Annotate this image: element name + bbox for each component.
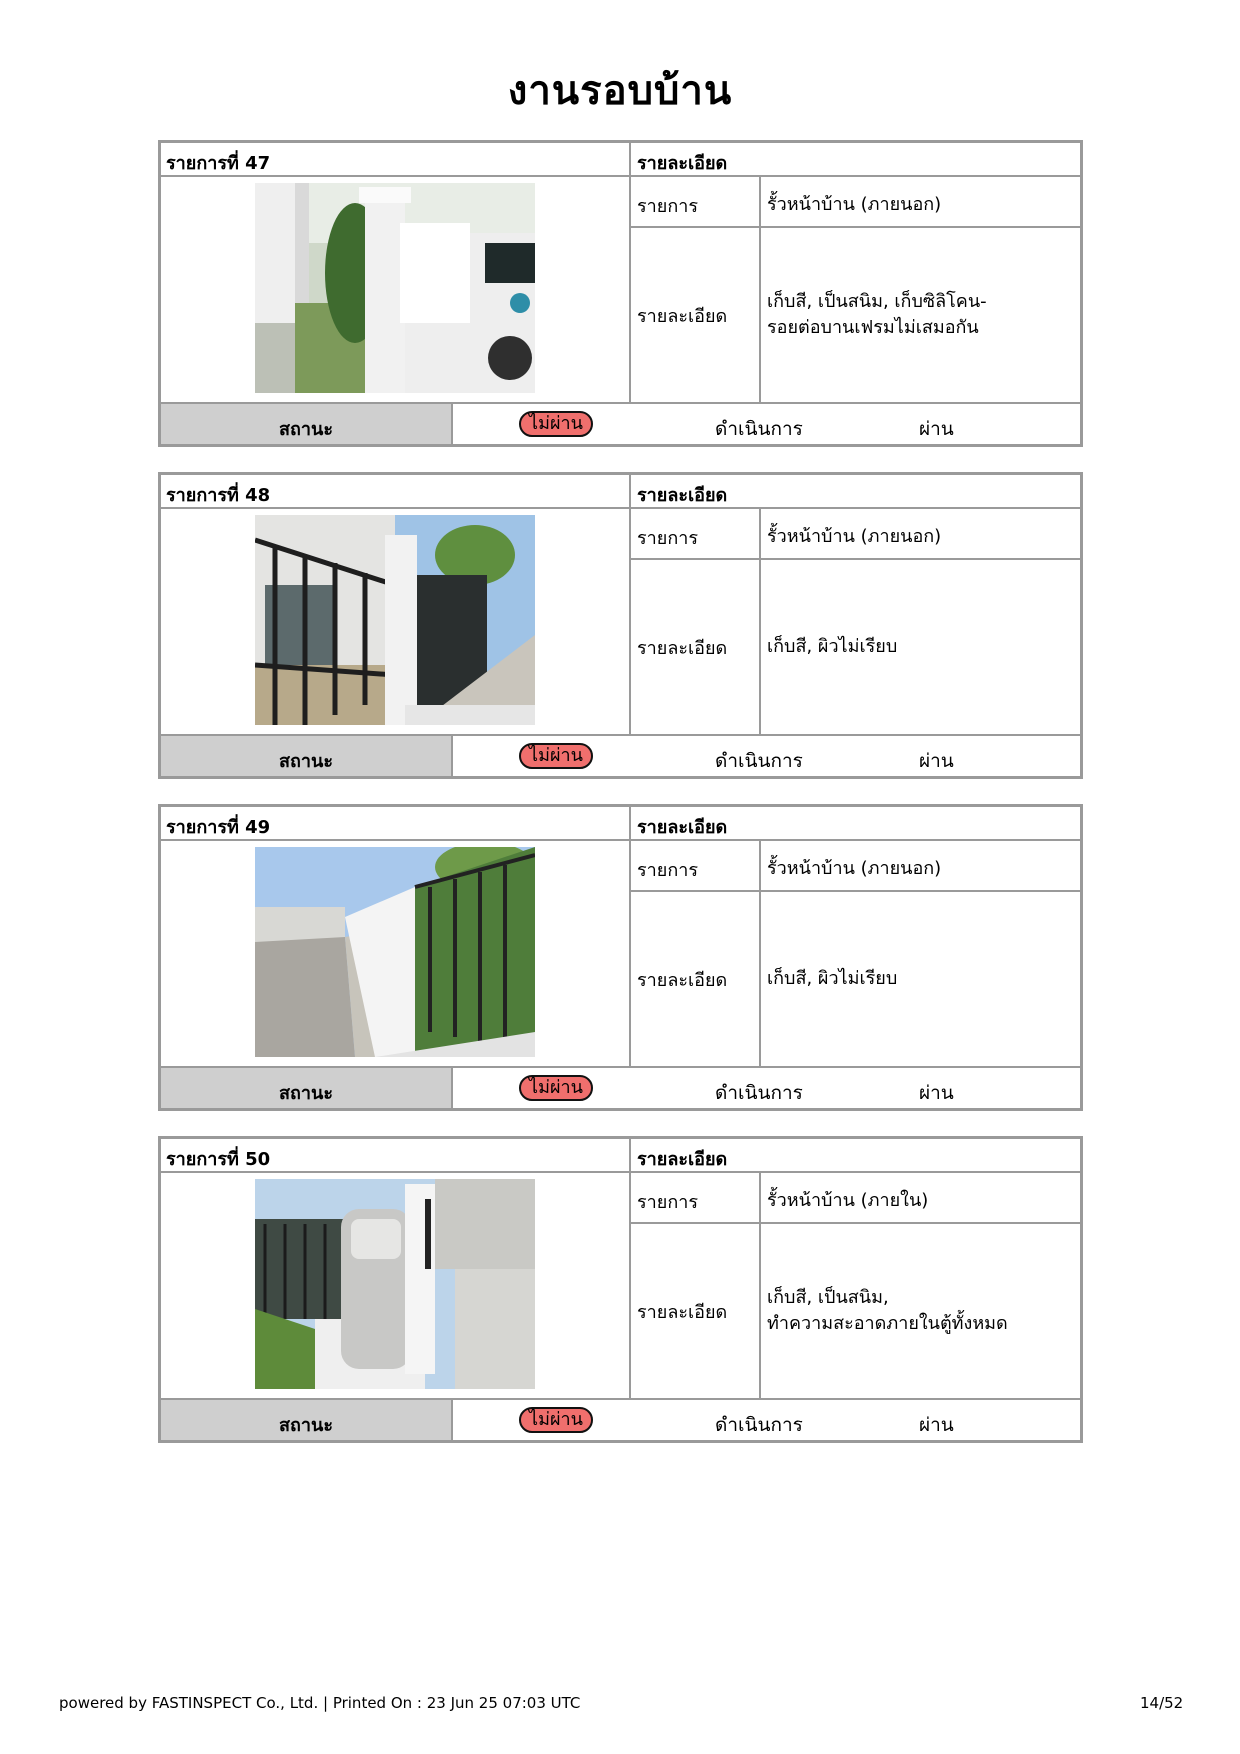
pass-label: ผ่าน xyxy=(919,1414,954,1436)
status-label: สถานะ xyxy=(160,1399,452,1441)
inspection-item xyxy=(158,140,1083,447)
inspection-item xyxy=(158,1136,1083,1443)
item-label: รายการ xyxy=(630,1172,760,1223)
status-label: สถานะ xyxy=(160,403,452,445)
status-row xyxy=(452,1399,1081,1441)
photo-cell xyxy=(160,176,630,403)
detail-value: เก็บสี, ผิวไม่เรียบ xyxy=(760,891,1081,1067)
inspection-photo[interactable] xyxy=(255,515,535,725)
item-value: รั้วหน้าบ้าน (ภายใน) xyxy=(760,1172,1081,1223)
photo-cell xyxy=(160,840,630,1067)
page-number: 14/52 xyxy=(1140,1694,1184,1712)
status-label: สถานะ xyxy=(160,735,452,777)
page-title: งานรอบบ้าน xyxy=(507,68,733,114)
photo-cell xyxy=(160,1172,630,1399)
status-fail-badge: ไม่ผ่าน xyxy=(519,411,593,437)
action-label: ดำเนินการ xyxy=(715,750,803,772)
action-label: ดำเนินการ xyxy=(715,1082,803,1104)
status-row xyxy=(452,403,1081,445)
inspection-item xyxy=(158,804,1083,1111)
detail-label: รายละเอียด xyxy=(630,227,760,403)
detail-header: รายละเอียด xyxy=(630,806,1081,840)
item-number-header: รายการที่ 48 xyxy=(160,474,630,508)
detail-label: รายละเอียด xyxy=(630,1223,760,1399)
pass-label: ผ่าน xyxy=(919,750,954,772)
action-label: ดำเนินการ xyxy=(715,1414,803,1436)
detail-value: เก็บสี, เป็นสนิม, ทำความสะอาดภายในตู้ทั้งหมด xyxy=(760,1223,1081,1399)
pass-label: ผ่าน xyxy=(919,1082,954,1104)
item-label: รายการ xyxy=(630,840,760,891)
pass-label: ผ่าน xyxy=(919,418,954,440)
item-value: รั้วหน้าบ้าน (ภายนอก) xyxy=(760,508,1081,559)
detail-label: รายละเอียด xyxy=(630,559,760,735)
status-fail-badge: ไม่ผ่าน xyxy=(519,1407,593,1433)
item-number-header: รายการที่ 50 xyxy=(160,1138,630,1172)
status-row xyxy=(452,1067,1081,1109)
status-fail-badge: ไม่ผ่าน xyxy=(519,743,593,769)
detail-value: เก็บสี, ผิวไม่เรียบ xyxy=(760,559,1081,735)
item-number-header: รายการที่ 49 xyxy=(160,806,630,840)
detail-header: รายละเอียด xyxy=(630,1138,1081,1172)
item-label: รายการ xyxy=(630,176,760,227)
inspection-photo[interactable] xyxy=(255,183,535,393)
photo-cell xyxy=(160,508,630,735)
item-value: รั้วหน้าบ้าน (ภายนอก) xyxy=(760,176,1081,227)
item-number-header: รายการที่ 47 xyxy=(160,142,630,176)
action-label: ดำเนินการ xyxy=(715,418,803,440)
detail-header: รายละเอียด xyxy=(630,474,1081,508)
detail-value: เก็บสี, เป็นสนิม, เก็บซิลิโคน- รอยต่อบานเฟรมไม่เสมอกัน xyxy=(760,227,1081,403)
item-value: รั้วหน้าบ้าน (ภายนอก) xyxy=(760,840,1081,891)
status-fail-badge: ไม่ผ่าน xyxy=(519,1075,593,1101)
inspection-item xyxy=(158,472,1083,779)
inspection-photo[interactable] xyxy=(255,1179,535,1389)
detail-header: รายละเอียด xyxy=(630,142,1081,176)
inspection-photo[interactable] xyxy=(255,847,535,1057)
status-row xyxy=(452,735,1081,777)
status-label: สถานะ xyxy=(160,1067,452,1109)
detail-label: รายละเอียด xyxy=(630,891,760,1067)
item-label: รายการ xyxy=(630,508,760,559)
footer-credit: powered by FASTINSPECT Co., Ltd. | Printed On : 23 Jun 25 07:03 UTC xyxy=(59,1694,581,1712)
